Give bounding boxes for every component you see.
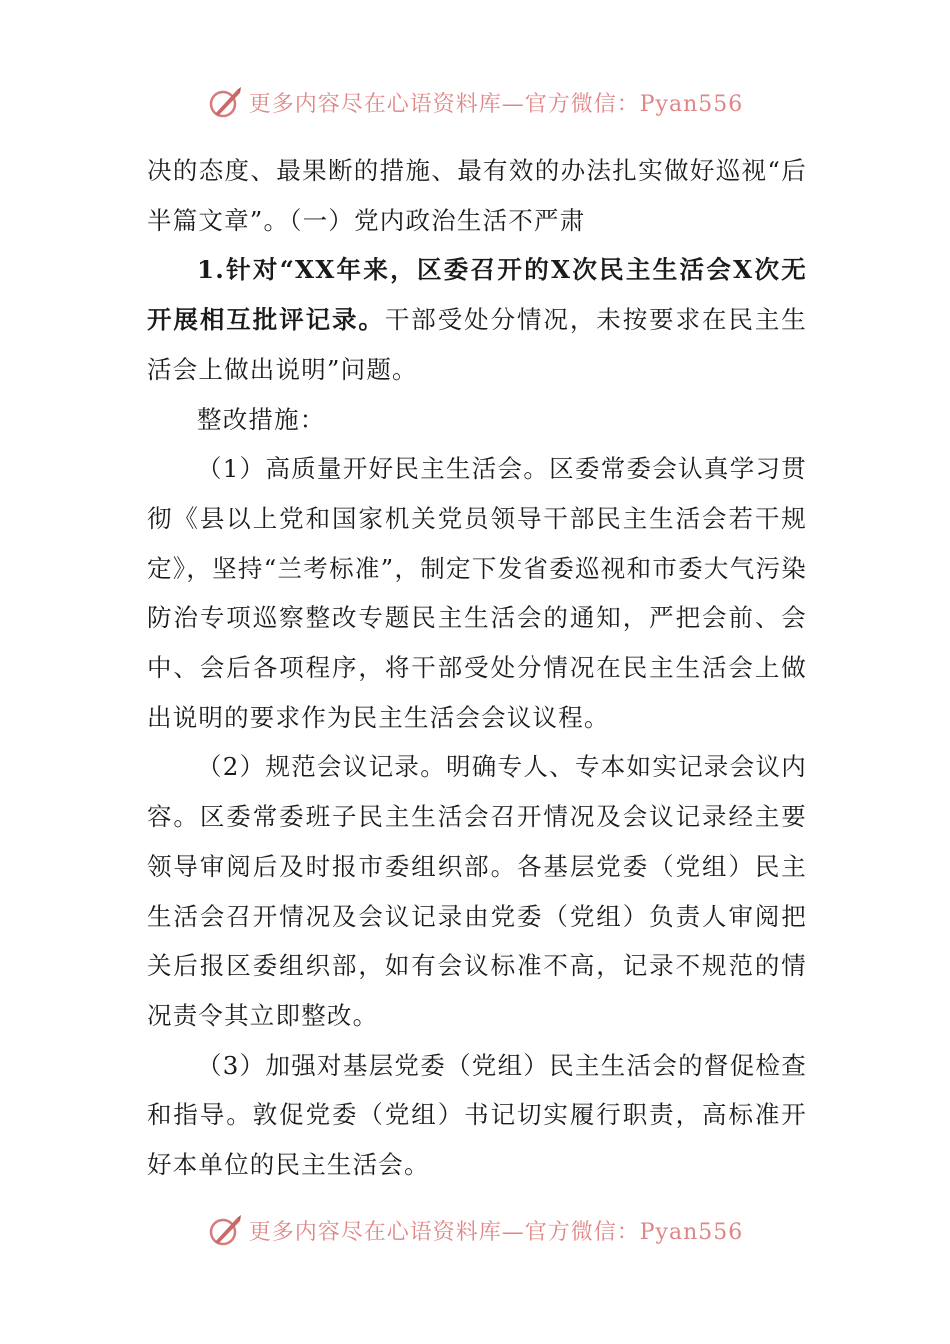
watermark-text: 更多内容尽在心语资料库—官方微信：Pyan556 [248, 91, 744, 117]
paragraph-measure-1: （1）高质量开好民主生活会。区委常委会认真学习贯彻《县以上党和国家机关党员领导干部民主生活会若干规定》，坚持“兰考标准”，制定下发省委巡视和市委大气污染防治专项巡察整改专题民主生活会的通知，严把会前、会中、会后各项程序，将干部受处分情况在民主生活会上做出说明的要求作为民主生活会会议议程。 [147, 454, 807, 732]
document-body [147, 146, 807, 1190]
watermark-footer [0, 1212, 950, 1248]
paragraph-issue-1 [147, 245, 807, 394]
quill-pen-icon [207, 84, 243, 120]
paragraph-continuation: 决的态度、最果断的措施、最有效的办法扎实做好巡视“后半篇文章”。（一）党内政治生活不严肃 [147, 156, 807, 235]
paragraph-measure-3: （3）加强对基层党委（党组）民主生活会的督促检查和指导。敦促党委（党组）书记切实履行职责，高标准开好本单位的民主生活会。 [147, 1050, 807, 1180]
watermark-text: 更多内容尽在心语资料库—官方微信：Pyan556 [248, 1219, 744, 1245]
quill-pen-icon [207, 1212, 243, 1248]
watermark-header [0, 84, 950, 120]
paragraph-measure-2: （2）规范会议记录。明确专人、专本如实记录会议内容。区委常委班子民主生活会召开情况及会议记录经主要领导审阅后及时报市委组织部。各基层党委（党组）民主生活会召开情况及会议记录由党委（党组）负责人审阅把关后报区委组织部，如有会议标准不高，记录不规范的情况责令其立即整改。 [147, 752, 807, 1030]
issue-1-heading: 1.针对“XX年来，区委召开的X次民主生活会X次无开展相互批评记录。 [147, 255, 807, 335]
paragraph-measures-label: 整改措施： [197, 404, 326, 434]
issue-1-text: 干部受处分情况，未按要求在民主生活会上做出说明”问题。 [147, 305, 807, 384]
